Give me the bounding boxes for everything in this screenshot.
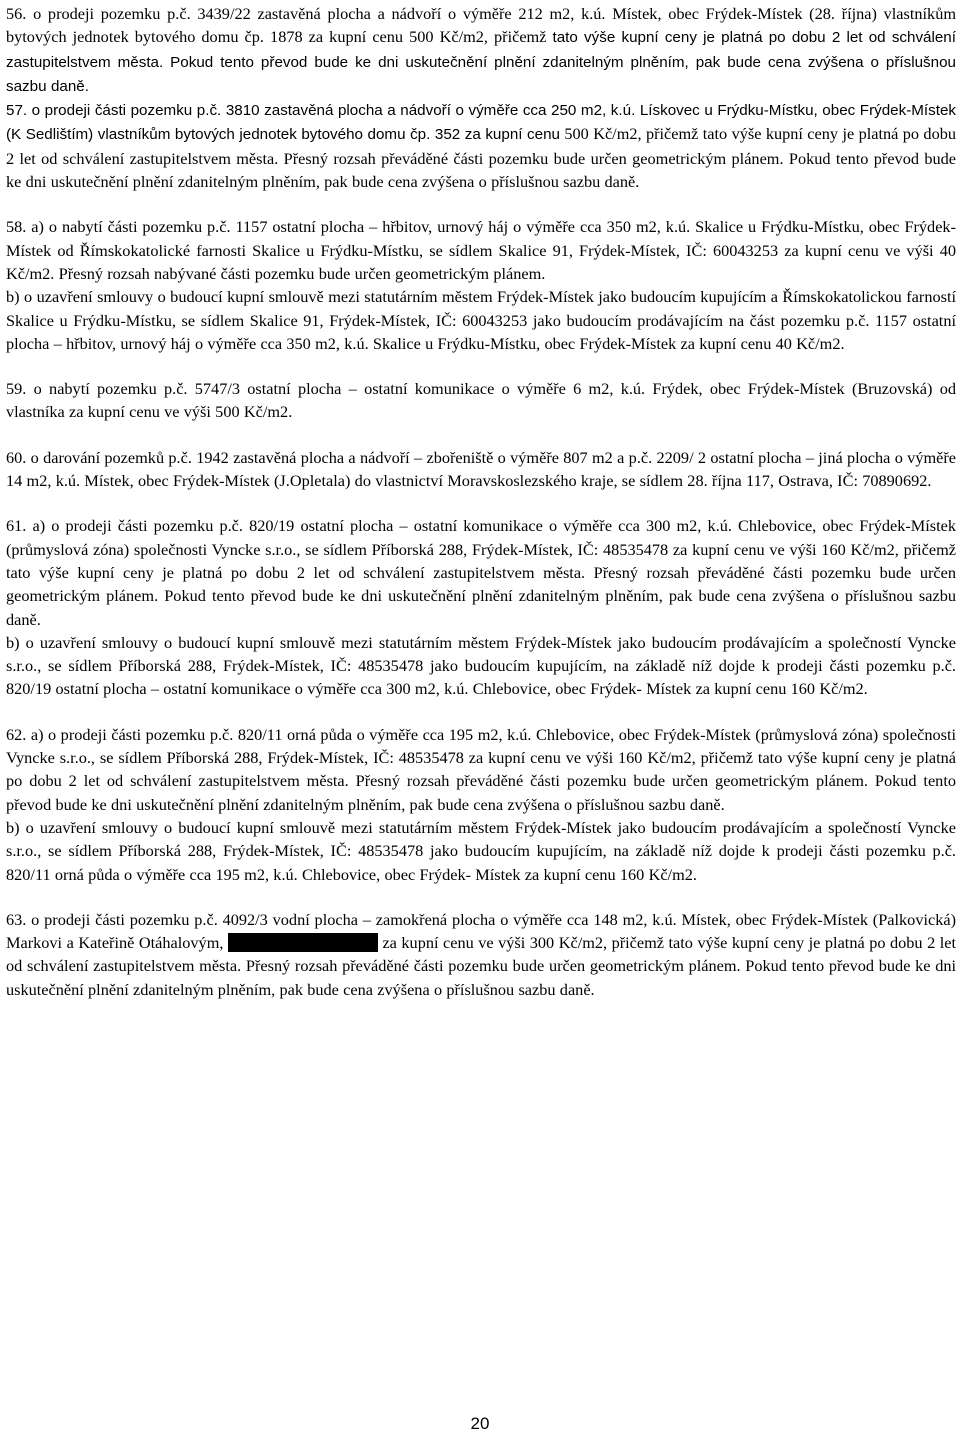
- item-59: 59. o nabytí pozemku p.č. 5747/3 ostatní plocha – ostatní komunikace o výměře 6 m2, k.ú. Frýdek, obec Frýdek-Místek (Bruzovská) od vlastníka za kupní cenu ve výši 500 Kč/m2.: [6, 379, 956, 422]
- item-57-line2: 500 Kč/m2, přičemž tato výše kupní ceny je platná po dobu 2 let od schválení zastupitelstvem města. Přesný rozsah převáděné části pozemku bude určen geometrickým plánem. Pokud tento převod bude ke dni uskutečnění plnění zdanitelným plněním, pak bude cena zvýšena o příslušnou sazbu daně.: [6, 124, 956, 192]
- spacer: [6, 701, 956, 723]
- item-58b: b) o uzavření smlouvy o budoucí kupní smlouvě mezi statutárním městem Frýdek-Místek jako budoucím kupujícím a Římskokatolickou farností Skalice u Frýdku-Místku, se sídlem Skalice 91, Frýdek-Místek, IČ: 60043253 jako budoucím prodávajícím na část pozemku p.č. 1157 ostatní plocha – hřbitov, urnový háj o výměře cca 350 m2, k.ú. Skalice u Frýdku-Místku, obec Frýdek-Místek za kupní cenu 40 Kč/m2.: [6, 287, 956, 353]
- item-56-line2: tato výše kupní ceny je platná po dobu 2 let od schválení zastupitelstvem města. Pokud tento převod bude ke dni uskutečnění plnění zdanitelným plněním, pak bude cena zvýšena o příslušnou sazbu daně.: [6, 29, 956, 95]
- item-63: [6, 908, 956, 1001]
- item-61b: b) o uzavření smlouvy o budoucí kupní smlouvě mezi statutárním městem Frýdek-Místek jako budoucím prodávajícím a společností Vyncke s.r.o., se sídlem Příborská 288, Frýdek-Místek, IČ: 48535478 jako budoucím kupujícím, na základě níž dojde k prodeji části pozemku p.č. 820/19 ostatní plocha – ostatní komunikace o výměře cca 300 m2, k.ú. Chlebovice, obec Frýdek- Místek za kupní cenu 160 Kč/m2.: [6, 632, 956, 699]
- item-56-line1: 56. o prodeji pozemku p.č. 3439/22 zastavěná plocha a nádvoří o výměře 212 m2, k.ú. Místek, obec Frýdek-Místek (28. října) vlastníkům bytových jednotek bytového domu čp. 1878 za kupní cenu 500 Kč/m2, přičemž: [6, 4, 956, 47]
- item-56: [6, 2, 956, 98]
- item-60: 60. o darování pozemků p.č. 1942 zastavěná plocha a nádvoří – zbořeniště o výměře 807 m2 a p.č. 2209/ 2 ostatní plocha – jiná plocha o výměře 14 m2, k.ú. Místek, obec Frýdek-Místek (J.Opletala) do vlastnictví Moravskoslezského kraje, se sídlem 28. října 117, Ostrava, IČ: 70890692.: [6, 447, 956, 491]
- item-62b: b) o uzavření smlouvy o budoucí kupní smlouvě mezi statutárním městem Frýdek-Místek jako budoucím prodávajícím a společností Vyncke s.r.o., se sídlem Příborská 288, Frýdek-Místek, IČ: 48535478 jako budoucím kupujícím, na základě níž dojde k prodeji části pozemku p.č. 820/11 orná půda o výměře cca 195 m2, k.ú. Chlebovice, obec Frýdek- Místek za kupní cenu 160 Kč/m2.: [6, 817, 956, 884]
- spacer: [6, 492, 956, 514]
- spacer: [6, 193, 956, 215]
- redaction-block: [228, 933, 378, 952]
- item-58a: 58. a) o nabytí části pozemku p.č. 1157 ostatní plocha – hřbitov, urnový háj o výměře cca 350 m2, k.ú. Skalice u Frýdku-Místku, obec Frýdek-Místek od Římskokatolické farnosti Skalice u Frýdku-Místku, se sídlem Skalice 91, Frýdek-Místek, IČ: 60043253 za kupní cenu ve výši 40 Kč/m2. Přesný rozsah nabývané části pozemku bude určen geometrickým plánem.: [6, 217, 956, 283]
- item-62a: 62. a) o prodeji části pozemku p.č. 820/11 orná půda o výměře cca 195 m2, k.ú. Chlebovice, obec Frýdek-Místek (průmyslová zóna) společnosti Vyncke s.r.o., se sídlem Příborská 288, Frýdek-Místek, IČ: 48535478 za kupní cenu ve výši 160 Kč/m2, přičemž tato výše kupní ceny je platná po dobu 2 let od schválení zastupitelstvem města. Přesný rozsah převáděné části pozemku bude určen geometrickým plánem. Pokud tento převod bude ke dni uskutečnění plnění zdanitelným plněním, pak bude cena zvýšena o příslušnou sazbu daně.: [6, 724, 956, 814]
- item-63-before: 63. o prodeji části pozemku p.č. 4092/3 vodní plocha – zamokřená plocha o výměře cca 148 m2, k.ú. Místek, obec Frýdek-Místek (Palkovická) Markovi a Kateřině Otáhalovým,: [6, 909, 956, 953]
- spacer: [6, 424, 956, 446]
- spacer: [6, 355, 956, 377]
- spacer: [6, 886, 956, 908]
- item-61a: 61. a) o prodeji části pozemku p.č. 820/19 ostatní plocha – ostatní komunikace o výměře cca 300 m2, k.ú. Chlebovice, obec Frýdek-Místek (průmyslová zóna) společnosti Vyncke s.r.o., se sídlem Příborská 288, Frýdek-Místek, IČ: 48535478 za kupní cenu ve výši 160 Kč/m2, přičemž tato výše kupní ceny je platná po dobu 2 let od schválení zastupitelstvem města. Přesný rozsah převáděné části pozemku bude určen geometrickým plánem. Pokud tento převod bude ke dni uskutečnění plnění zdanitelným plněním, pak bude cena zvýšena o příslušnou sazbu daně.: [6, 516, 956, 629]
- item-57-line1: 57. o prodeji části pozemku p.č. 3810 zastavěná plocha a nádvoří o výměře cca 250 m2, k.ú. Lískovec u Frýdku-Místku, obec Frýdek-Místek (K Sedlištím) vlastníkům bytových jednotek bytového domu čp. 352 za kupní cenu: [6, 102, 956, 144]
- item-63-after: za kupní cenu ve výši 300 Kč/m2, přičemž tato výše kupní ceny je platná po dobu 2 let od schválení zastupitelstvem města. Přesný rozsah převáděné části pozemku bude určen geometrickým plánem. Pokud tento převod bude ke dni uskutečnění plnění zdanitelným plněním, pak bude cena zvýšena o příslušnou sazbu daně.: [6, 933, 956, 999]
- page-number: 20: [470, 1414, 490, 1433]
- item-57: [6, 98, 956, 193]
- document-page: [6, 2, 956, 1001]
